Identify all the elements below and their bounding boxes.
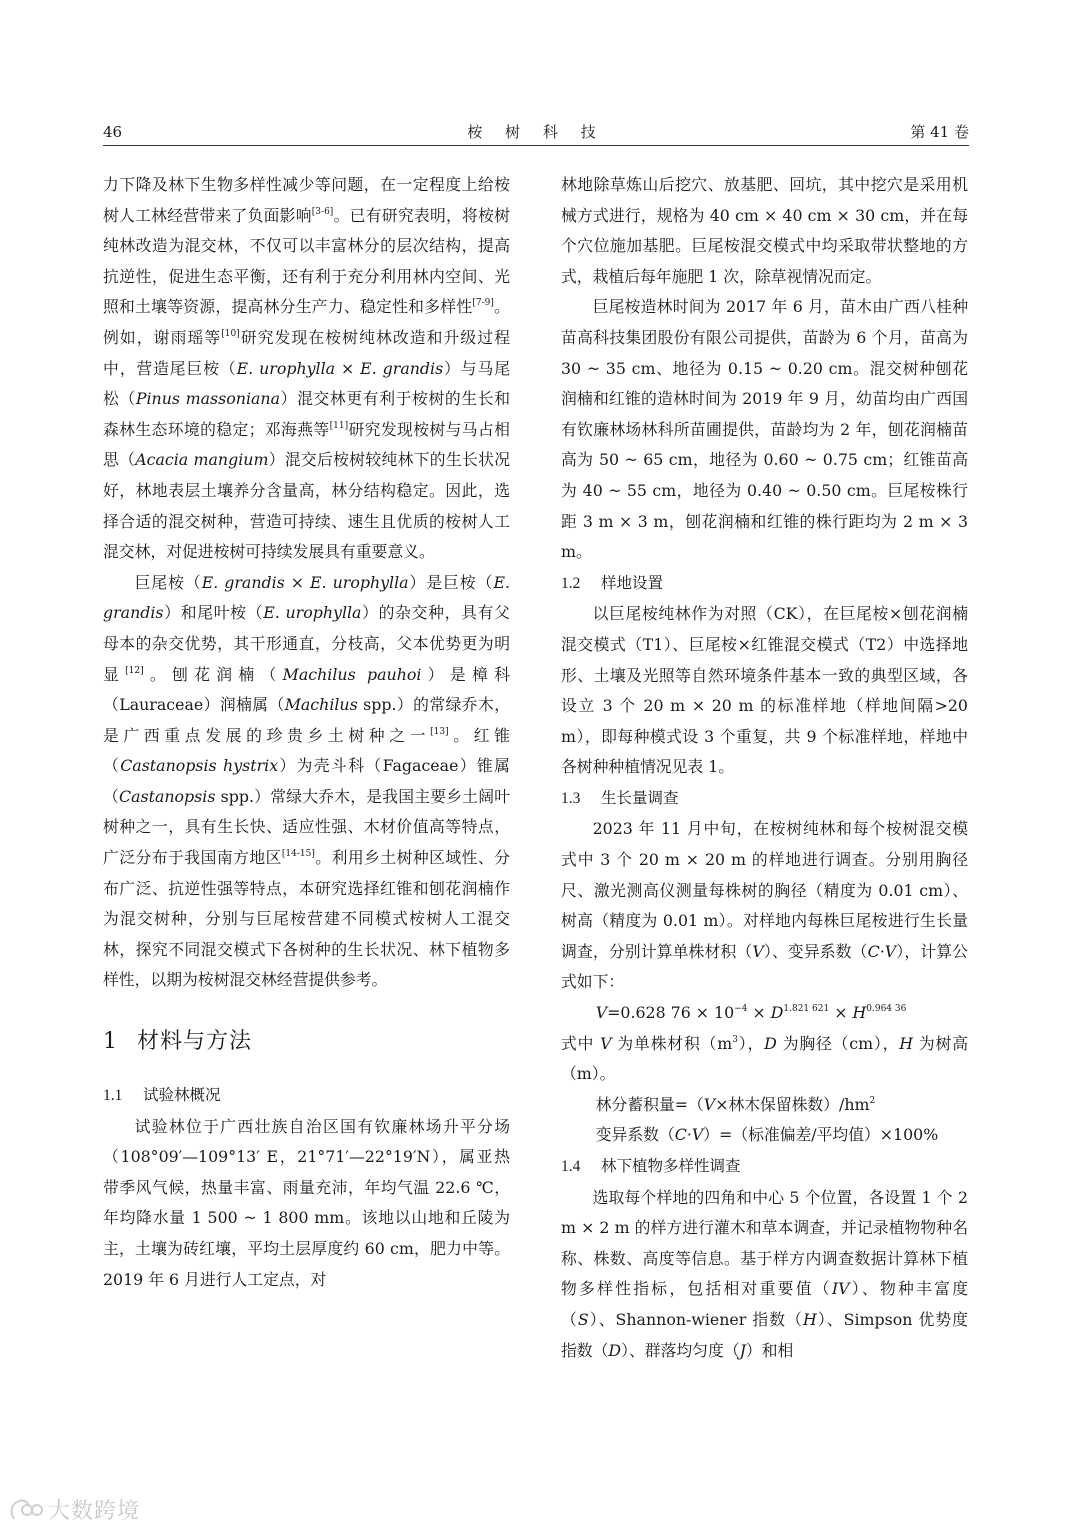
italic-term: Castanopsis hystrix [120,756,279,776]
text-run: 研究发现桉树与马占相思（ [103,419,510,470]
italic-term: E. grandis [201,572,285,592]
text-run: 以巨尾桉纯林作为对照（CK），在巨尾桉×刨花润楠混交模式（T1）、巨尾桉×红锥混交模式（T2）中选择地形、土壤及光照等自然环境条件基本一致的典型区域，各设立 3 个 20 m × 20 m 的标准样地（样地间隔>20 m），即每种模式设 3 个重复，共 9 个标准样地，样地中各树种种植情况见表 1。 [561,604,968,777]
text-run: × [747,1003,771,1023]
superscript: [13] [430,726,449,737]
running-header [103,122,969,144]
text-run: spp.）的常绿乔木，是广西重点发展的珍贵乡土树种之一 [103,695,511,745]
formula-line [561,1090,968,1121]
heading-number: 1.1 [103,1087,123,1105]
superscript: [11] [329,420,349,431]
superscript: 2 [869,1095,876,1106]
heading-title: 试验林概况 [143,1086,221,1105]
paragraph [561,1183,968,1367]
text-run: 。已有研究表明，将桉树纯林改造为混交林，不仅可以丰富林分的层次结构，提高抗逆性，促进生态平衡，还有利于充分利用林内空间、光照和土壤等资源，提高林分生产力、稳定性和多样性 [103,205,510,317]
superscript: −4 [734,1004,748,1015]
text-run: ）=（标准偏差/平均值）×100% [703,1125,939,1145]
heading-number: 1.3 [561,789,581,807]
italic-term: Machilus [284,695,358,715]
superscript: [14-15] [281,849,315,860]
text-run: ）和尾叶桉（ [163,603,264,623]
text-run: ）混交后桉树较纯林下的生长状况好，林地表层土壤养分含量高，林分结构稳定。因此，选择合适的混交树种，营造可持续、速生且优质的桉树人工混交林，对促进桉树可持续发展具有重要意义。 [103,450,510,562]
paragraph [561,170,968,292]
text-run: ）、群落均匀度（ [621,1340,740,1360]
text-run: 选取每个样地的四角和中心 5 个位置，各设置 1 个 2 m × 2 m 的样方进行灌木和草本调查，并记录植物物种名称、株数、高度等信息。基于样方内调查数据计算林下植物多样性指标，包括相对重要值（ [561,1187,968,1299]
paragraph [561,599,968,783]
text-run: ×林木保留株数）/hm [715,1094,870,1114]
text-run: 为胸径（cm）， [776,1033,900,1053]
text-run: ）是樟科（Lauraceae）润楠属（ [103,664,510,715]
italic-term: H [802,1309,817,1329]
text-run: × [284,572,311,592]
heading-title: 生长量调查 [601,788,679,807]
text-run: ）、Shannon-wiener 指数（ [588,1309,803,1329]
italic-term: E. urophylla [236,358,336,378]
text-run: =0.628 76 × 10 [607,1003,735,1023]
italic-term: V [600,1033,612,1053]
paragraph [561,292,968,567]
header-rule [103,145,969,146]
text-run: 。刨花润楠（ [143,664,283,684]
heading-title: 林下植物多样性调查 [601,1157,741,1175]
italic-term: Pinus massoniana [135,389,281,409]
paragraph [561,1029,968,1090]
italic-term: E. grandis [360,358,444,378]
watermark-logo-icon [8,1495,44,1523]
text-run: × [829,1003,853,1023]
superscript: 0.964 36 [866,1004,907,1015]
subsection-heading [561,568,968,600]
italic-term: V [595,1003,608,1023]
text-run: × [335,358,361,378]
text-run: 林地除草炼山后挖穴、放基肥、回坑，其中挖穴是采用机械方式进行，规格为 40 cm × 40 cm × 30 cm，并在每个穴位施加基肥。巨尾桉混交模式中均采取带状整地的方式，栽植后每年施肥 1 次，除草视情况而定。 [561,175,968,286]
italic-term: Acacia mangium [135,450,269,470]
text-run: ）和相 [745,1340,794,1360]
text-run: 巨尾桉造林时间为 2017 年 6 月，苗木由广西八桂种苗高科技集团股份有限公司提供，苗龄为 6 个月，苗高为 30 ~ 35 cm、地径为 0.15 ~ 0.20 cm。混交树种刨花润楠和红锥的造林时间为 2019 年 9 月，幼苗均由广西国有钦廉林场林科所苗圃提供，苗龄均为 2 年，刨花润楠苗高为 50 ~ 65 cm，地径为 0.60 ~ 0.75 cm；红锥苗高为 40 ~ 55 cm，地径为 0.40 ~ 0.50 cm。巨尾桉株行距 3 m × 3 m，刨花润楠和红锥的株行距均为 2 m × 3 m。 [561,297,968,562]
subsection-heading [103,1080,510,1112]
italic-term: Castanopsis [119,786,216,806]
text-run: 2023 年 11 月中旬，在桉树纯林和每个桉树混交模式中 3 个 20 m × 20 m 的样地进行调查。分别用胸径尺、激光测高仪测量每株树的胸径（精度为 0.01 cm）、树高（精度为 0.01 m）。对样地内每株巨尾桉进行生长量调查，分别计算单株材积（ [561,819,968,961]
italic-term: IV [831,1279,850,1299]
text-run: 巨尾桉（ [134,572,202,592]
italic-term: S [577,1309,589,1329]
paragraph [103,1112,510,1296]
subsection-heading [561,783,968,815]
text-run: ）为壳斗科（Fagaceae）锥属（ [103,756,510,806]
italic-term: D [608,1340,622,1360]
italic-term: C·V [674,1125,704,1145]
watermark-text: 大数跨境 [48,1498,141,1524]
text-run: ）， [737,1033,765,1053]
superscript: 3 [732,1034,738,1045]
text-run: ）、物种丰富度（ [561,1279,968,1329]
italic-term: H [852,1003,867,1023]
superscript: [7-9] [472,298,494,309]
heading-title: 样地设置 [601,573,664,592]
text-run: 。例如，谢雨瑶等 [103,297,510,347]
italic-term: H [899,1033,914,1053]
text-run: ）混交林更有利于桉树的生长和森林生态环境的稳定；邓海燕等 [103,389,510,439]
text-run: 。红锥（ [103,725,510,776]
text-run: ），计算公式如下： [561,941,968,992]
italic-term: Machilus pauhoi [282,664,422,684]
text-run: ）与马尾松（ [103,358,510,409]
volume-label: 第 41 卷 [910,123,969,141]
heading-number: 1.2 [561,574,581,592]
heading-number: 1 [103,1029,118,1055]
text-run: 变异系数（ [595,1125,675,1145]
text-run: 试验林位于广西壮族自治区国有钦廉林场升平分场（108°09′—109°13′ E，21°71′—22°19′N），属亚热带季风气候，热量丰富、雨量充沛，年均气温 22.6 ℃，年均降水量 1 500 ~ 1 800 mm。该地以山地和丘陵为主，土壤为砖红壤，平均土层厚度约 60 cm，肥力中等。2019 年 6 月进行人工定点，对 [103,1116,510,1289]
paragraph [103,170,510,568]
text-run: spp.）常绿大乔木，是我国主要乡土阔叶树种之一，具有生长快、适应性强、木材价值高等特点，广泛分布于我国南方地区 [103,786,510,868]
italic-term: C·V [867,941,897,961]
text-run: 力下降及林下生物多样性减少等问题，在一定程度上给桉树人工林经营带来了负面影响 [103,175,510,225]
page-number: 46 [103,123,123,141]
journal-title: 桉 树 科 技 [467,123,605,141]
italic-term: E. urophylla [310,572,409,592]
left-column [103,170,510,1295]
heading-number: 1.4 [561,1158,581,1175]
text-run: ）的杂交种，具有父母本的杂交优势，其干形通直，分枝高，父本优势更为明显 [103,603,510,684]
formula-line [561,998,968,1029]
paragraph [103,568,510,996]
text-run: ）、Simpson 优势度指数（ [561,1309,968,1360]
superscript: [12] [125,665,144,676]
italic-term: E. urophylla [263,603,362,623]
text-run: 为单株材积（m [611,1033,733,1053]
text-run: 式中 [561,1033,601,1053]
italic-term: J [739,1340,746,1360]
text-run: 为树高（m）。 [561,1033,968,1084]
italic-term: V [752,941,764,961]
italic-term: D [770,1003,784,1023]
italic-term: E. grandis [103,572,510,623]
text-run: ）、变异系数（ [763,941,868,961]
italic-term: V [703,1094,716,1114]
text-run: ）是巨桉（ [408,572,494,592]
subsection-heading [561,1151,968,1183]
section-heading [103,1026,510,1058]
formula-line [561,1120,968,1151]
watermark [8,1492,140,1526]
italic-term: D [764,1033,777,1053]
superscript: [10] [221,328,240,339]
superscript: [3-6] [311,206,334,217]
right-column [561,170,968,1366]
text-run: 。利用乡土树种区域性、分布广泛、抗逆性强等特点，本研究选择红锥和刨花润楠作为混交树种，分别与巨尾桉营建不同模式桉树人工混交林，探究不同混交模式下各树种的生长状况、林下植物多样性，以期为桉树混交林经营提供参考。 [103,848,510,990]
text-run: 研究发现在桉树纯林改造和升级过程中，营造尾巨桉（ [103,327,510,378]
heading-title: 材料与方法 [137,1029,253,1055]
text-run: 林分蓄积量=（ [595,1094,704,1114]
paragraph [561,814,968,998]
superscript: 1.821 621 [783,1004,830,1015]
